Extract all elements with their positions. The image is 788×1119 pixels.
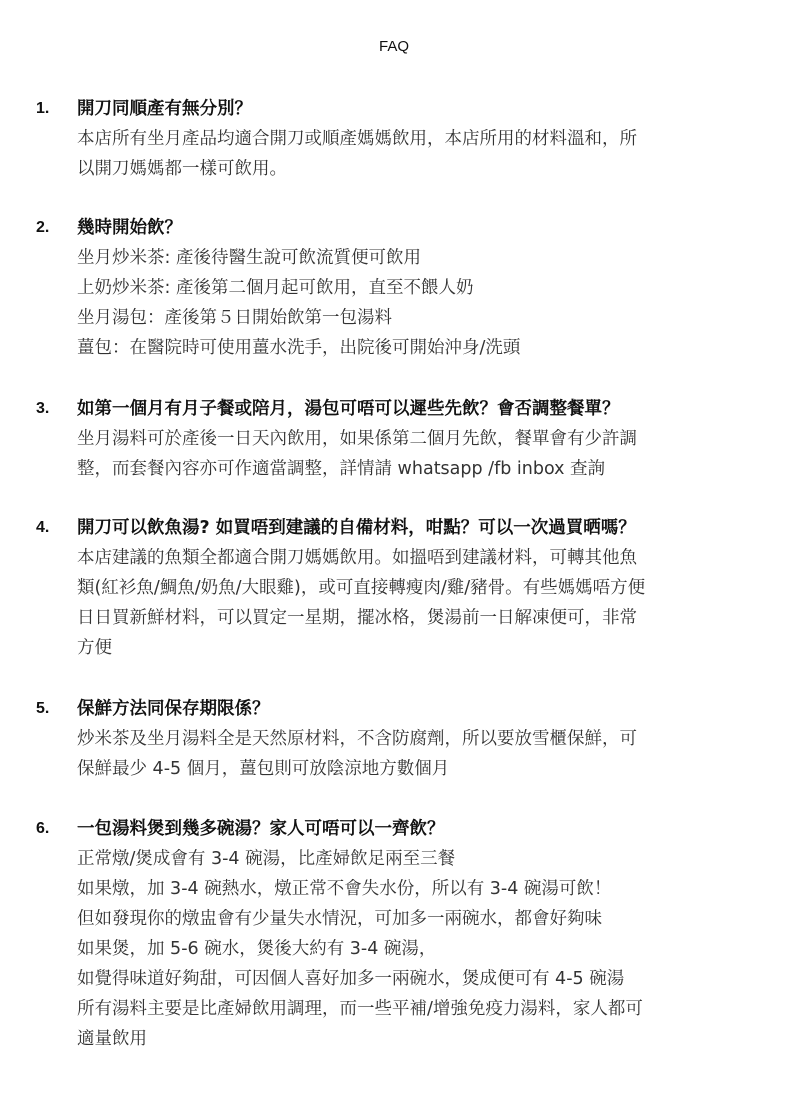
answer-line: 坐月湯包：產後第５日開始飲第一包湯料 xyxy=(77,308,392,328)
faq-item-6 xyxy=(36,814,736,1054)
faq-item-5 xyxy=(36,694,736,784)
answer-line: 本店所有坐月產品均適合開刀或順產媽媽飲用，本店所用的材料溫和，所 xyxy=(77,129,637,149)
faq-number: 3. xyxy=(36,400,50,417)
faq-question: 幾時開始飲？ xyxy=(77,218,182,238)
faq-question: 開刀同順產有無分別？ xyxy=(77,99,252,119)
faq-number: 4. xyxy=(36,519,50,536)
answer-line: 保鮮最少 4-5 個月，薑包則可放陰涼地方數個月 xyxy=(77,759,450,779)
faq-answer xyxy=(77,844,736,1054)
faq-number: 1. xyxy=(36,100,50,117)
answer-line: 坐月炒米茶: 產後待醫生說可飲流質便可飲用 xyxy=(77,248,421,268)
faq-question: 保鮮方法同保存期限係？ xyxy=(77,699,270,719)
faq-item-1 xyxy=(36,94,736,184)
faq-item-3 xyxy=(36,394,736,484)
faq-question: 如第一個月有月子餐或陪月，湯包可唔可以遲些先飲？會否調整餐單？ xyxy=(77,399,620,419)
answer-line: 正常燉/煲成會有 3-4 碗湯，比產婦飲足兩至三餐 xyxy=(77,849,456,869)
page-title: FAQ xyxy=(378,38,409,55)
answer-line: 整，而套餐內容亦可作適當調整，詳情請 whatsapp /fb inbox 查詢 xyxy=(77,459,606,479)
answer-line: 上奶炒米茶: 產後第二個月起可飲用，直至不餵人奶 xyxy=(77,278,474,298)
answer-line: 炒米茶及坐月湯料全是天然原材料，不含防腐劑，所以要放雪櫃保鮮，可 xyxy=(77,729,637,749)
answer-line: 如果燉，加 3-4 碗熱水，燉正常不會失水份，所以有 3-4 碗湯可飲！ xyxy=(77,879,612,899)
answer-line: 但如發現你的燉盅會有少量失水情況，可加多一兩碗水，都會好夠味 xyxy=(77,909,602,929)
faq-item-4 xyxy=(36,513,736,663)
answer-line: 如覺得味道好夠甜，可因個人喜好加多一兩碗水，煲成便可有 4-5 碗湯 xyxy=(77,969,625,989)
faq-number: 2. xyxy=(36,219,50,236)
answer-line: 如果煲，加 5-6 碗水，煲後大約有 3-4 碗湯， xyxy=(77,939,437,959)
faq-question: 開刀可以飲魚湯? 如買唔到建議的自備材料，咁點？可以一次過買晒嗎？ xyxy=(77,518,636,538)
faq-answer xyxy=(77,424,736,484)
answer-line: 本店建議的魚類全都適合開刀媽媽飲用。如搵唔到建議材料，可轉其他魚 xyxy=(77,548,637,568)
answer-line: 適量飲用 xyxy=(77,1029,147,1049)
faq-answer xyxy=(77,124,736,184)
faq-question: 一包湯料煲到幾多碗湯？家人可唔可以一齊飲？ xyxy=(77,819,445,839)
faq-number: 5. xyxy=(36,700,50,717)
answer-line: 方便 xyxy=(77,638,112,658)
faq-item-2 xyxy=(36,213,736,363)
faq-number: 6. xyxy=(36,820,50,837)
faq-answer xyxy=(77,243,736,363)
answer-line: 日日買新鮮材料，可以買定一星期，擺冰格，煲湯前一日解凍便可，非常 xyxy=(77,608,637,628)
answer-line: 所有湯料主要是比產婦飲用調理，而一些平補/增強免疫力湯料，家人都可 xyxy=(77,999,643,1019)
answer-line: 以開刀媽媽都一樣可飲用。 xyxy=(77,159,287,179)
answer-line: 類(紅衫魚/鯛魚/奶魚/大眼雞)，或可直接轉瘦肉/雞/豬骨。有些媽媽唔方便 xyxy=(77,578,646,598)
faq-answer xyxy=(77,724,736,784)
answer-line: 薑包：在醫院時可使用薑水洗手，出院後可開始沖身/洗頭 xyxy=(77,338,521,358)
faq-answer xyxy=(77,543,736,663)
answer-line: 坐月湯料可於產後一日天內飲用，如果係第二個月先飲，餐單會有少許調 xyxy=(77,429,637,449)
